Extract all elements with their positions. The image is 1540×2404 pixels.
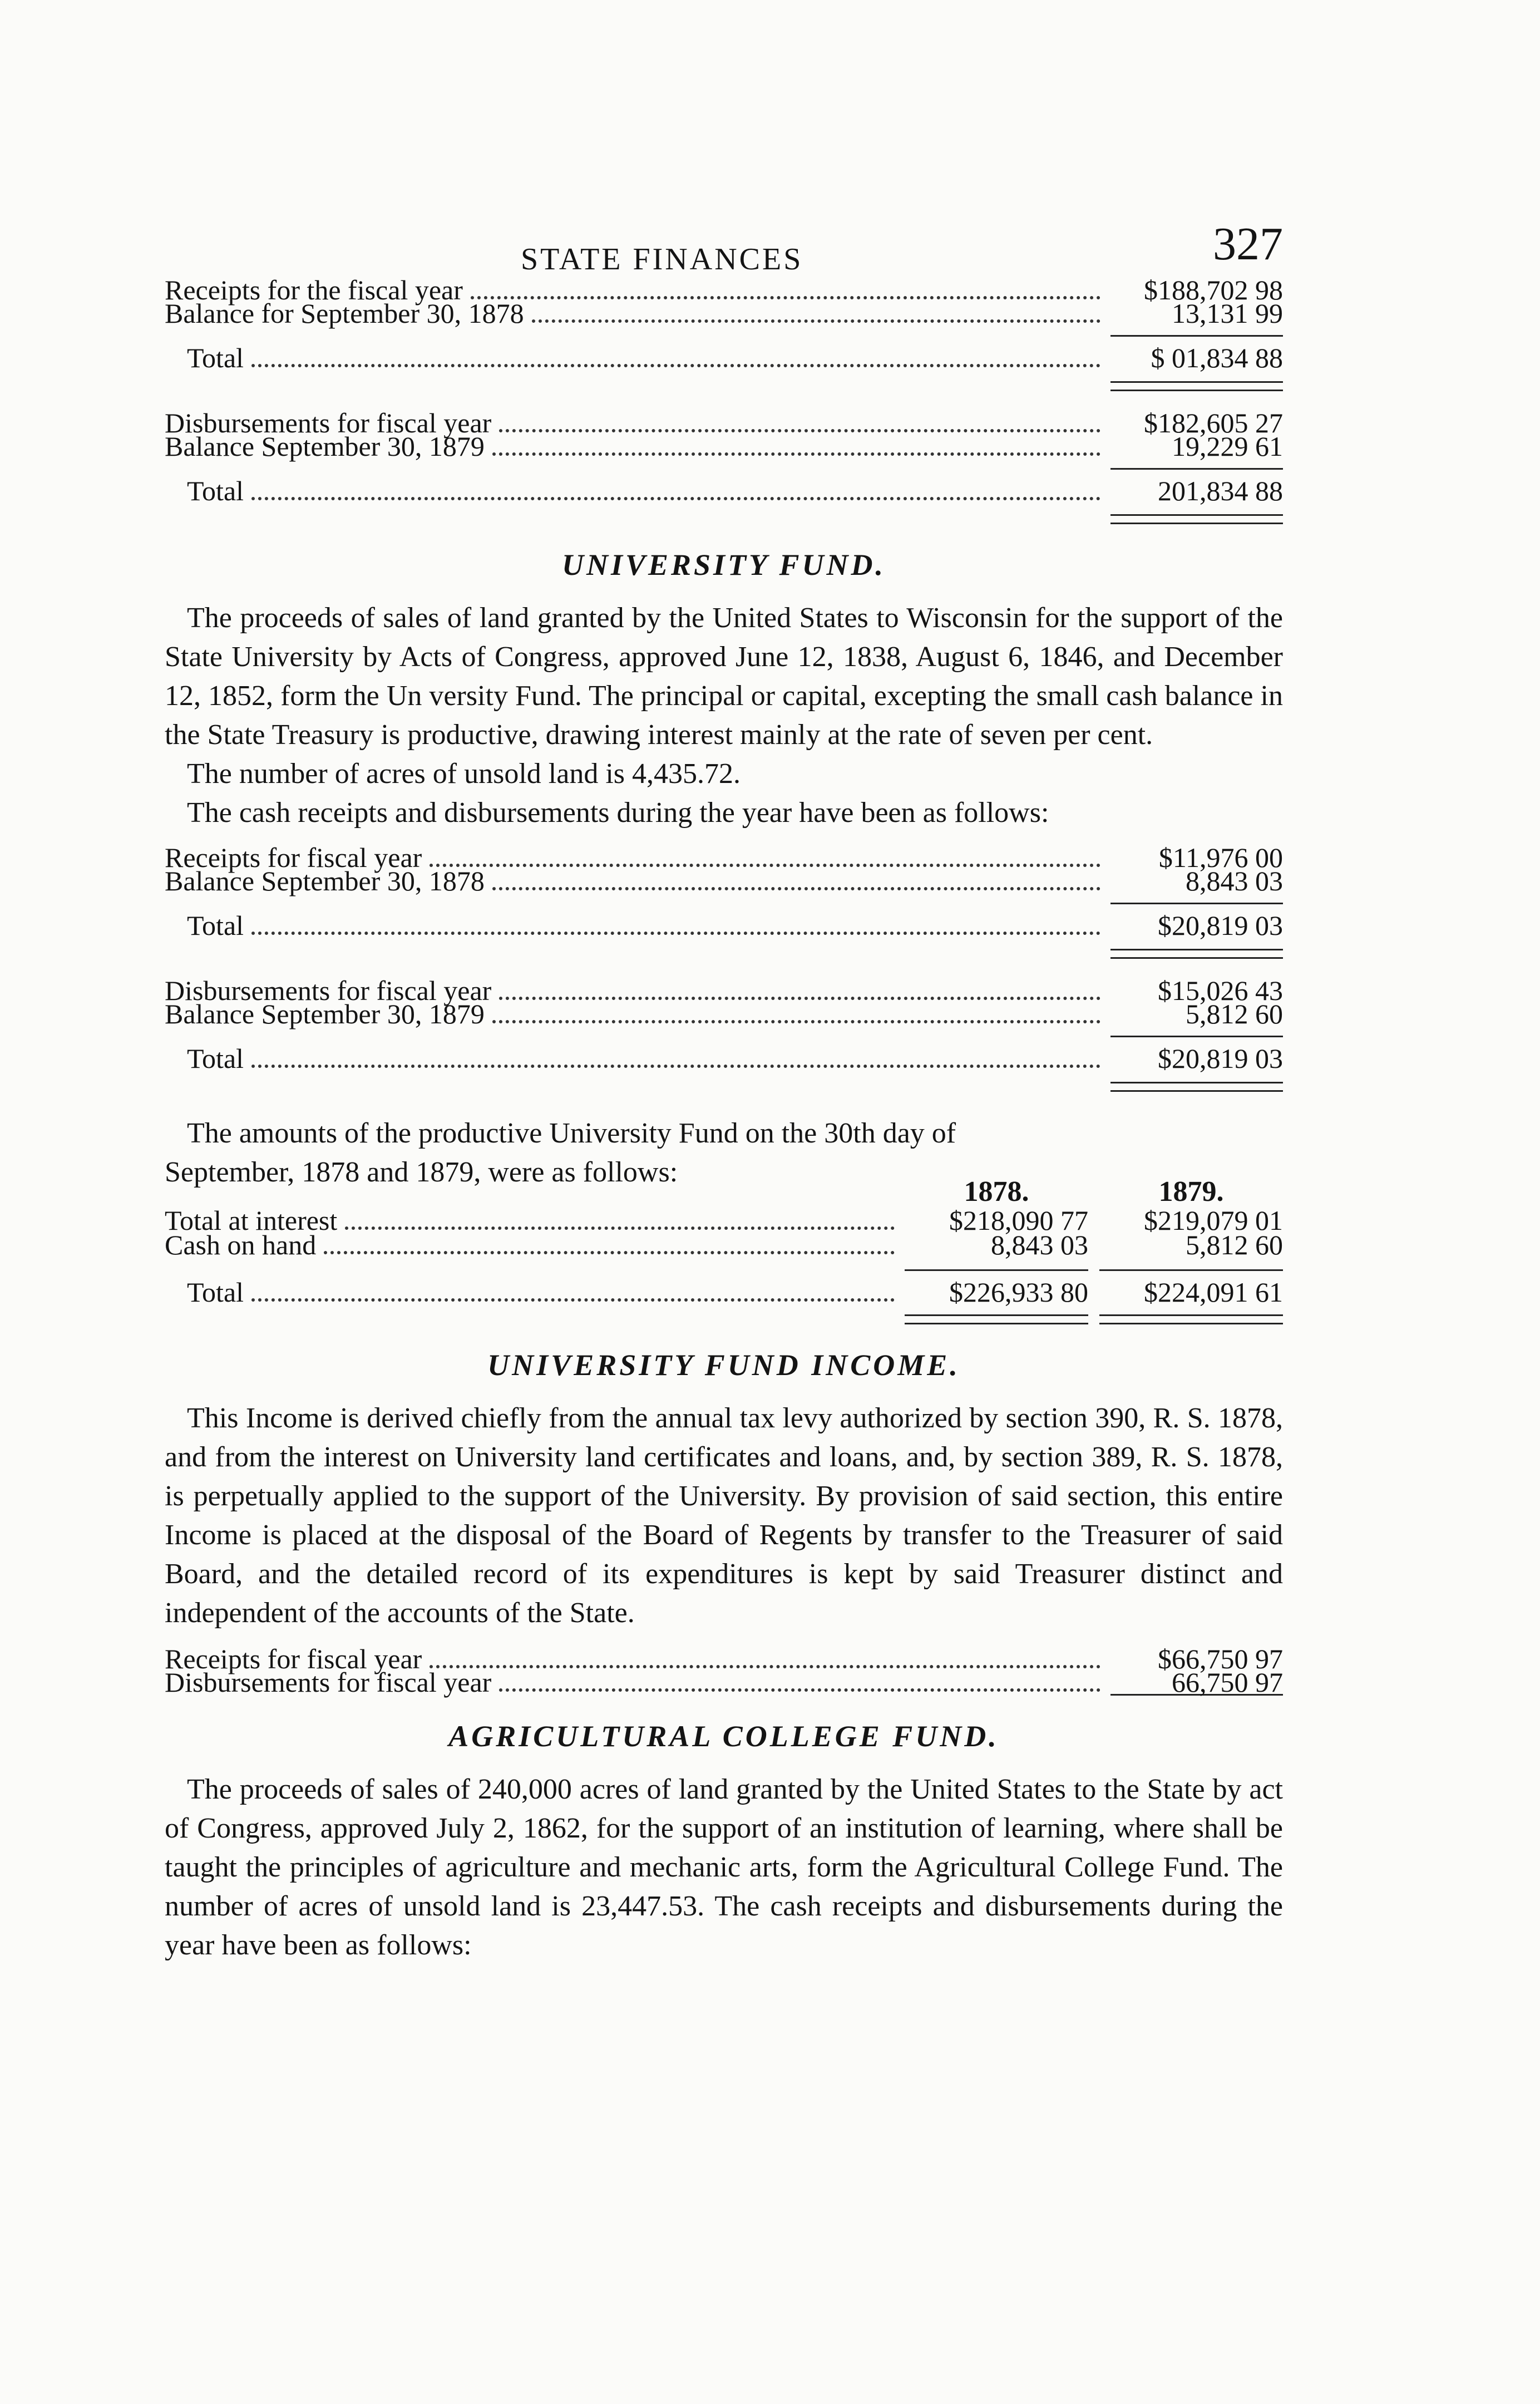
ledger-row bbox=[165, 865, 1283, 896]
row-label: Total bbox=[187, 910, 244, 941]
dot-leader bbox=[345, 1221, 895, 1230]
row-label: Disbursements for fiscal year bbox=[165, 1667, 492, 1698]
cell-1879: $219,079 01 bbox=[1144, 1205, 1283, 1236]
ledger-total-row bbox=[165, 335, 1283, 373]
university-fund-ledger bbox=[165, 842, 1283, 1092]
table-row bbox=[165, 1229, 1283, 1260]
dot-leader bbox=[430, 1659, 1100, 1668]
paragraph: This Income is derived chiefly from the annual tax levy authorized by section 390, R. S. 1878, and from the interest on University land certificates and loans, and, by section 389, R. S. 1878, is perpetually applied to the support of the University. By provision of said section, this entire Income is placed at the disposal of the Board of Regents by transfer to the Treasurer of said Board, and the detailed record of its expenditures is kept by said Treasurer distinct and independent of the accounts of the State. bbox=[165, 1402, 1283, 1629]
paragraph: The proceeds of sales of 240,000 acres of land granted by the United States to the State by act of Congress, approved July 2, 1862, for the support of an institution of learning, where shall be taught the principles of agriculture and mechanic arts, form the Agricultural College Fund. The number of acres of unsold land is 23,447.53. The cash receipts and disbursements during the year have been as follows: bbox=[165, 1774, 1283, 1961]
dot-leader bbox=[251, 491, 1100, 500]
row-label: Receipts for fiscal year bbox=[165, 1643, 422, 1674]
university-income-ledger bbox=[165, 1643, 1283, 1698]
dot-leader bbox=[492, 447, 1100, 456]
row-amount: $11,976 00 bbox=[1158, 842, 1283, 873]
dot-leader bbox=[499, 991, 1100, 1000]
section-heading-university-fund-income: UNIVERSITY FUND INCOME. bbox=[487, 1348, 960, 1382]
double-rule bbox=[1110, 949, 1283, 959]
row-label: Disbursements for fiscal year bbox=[165, 407, 492, 439]
dot-leader bbox=[492, 881, 1100, 890]
row-label: Total bbox=[187, 342, 244, 373]
section-heading-agricultural-college-fund: AGRICULTURAL COLLEGE FUND. bbox=[448, 1720, 999, 1753]
ledger-total-row bbox=[165, 468, 1283, 506]
section-heading-university-fund: UNIVERSITY FUND. bbox=[561, 548, 886, 582]
row-label: Balance for September 30, 1878 bbox=[165, 298, 524, 329]
ledger-row bbox=[165, 1667, 1283, 1698]
dot-leader bbox=[251, 1059, 1100, 1068]
row-amount: $20,819 03 bbox=[1110, 1036, 1283, 1074]
double-rule bbox=[1110, 1082, 1283, 1092]
ledger-row bbox=[165, 298, 1283, 329]
row-amount: $182,605 27 bbox=[1144, 407, 1283, 439]
page-number: 327 bbox=[1213, 218, 1283, 270]
row-amount: $20,819 03 bbox=[1110, 903, 1283, 941]
dot-leader bbox=[499, 1683, 1100, 1692]
page bbox=[165, 217, 1283, 1965]
row-label: Disbursements for fiscal year bbox=[165, 975, 492, 1006]
row-label: Balance September 30, 1879 bbox=[165, 431, 485, 462]
dot-leader bbox=[532, 314, 1100, 323]
row-label: Total bbox=[187, 475, 244, 506]
ledger-total-row bbox=[165, 1036, 1283, 1074]
dot-leader bbox=[251, 1293, 895, 1302]
row-label: Balance September 30, 1879 bbox=[165, 998, 485, 1029]
row-amount: 19,229 61 bbox=[1172, 431, 1283, 462]
double-rule bbox=[1110, 514, 1283, 524]
running-title: STATE FINANCES bbox=[521, 242, 803, 277]
column-header-1879: 1879. bbox=[1158, 1176, 1224, 1208]
dot-leader bbox=[492, 1014, 1100, 1023]
column-header-1878: 1878. bbox=[964, 1176, 1029, 1208]
dot-leader bbox=[251, 926, 1100, 935]
table-row bbox=[165, 1205, 1283, 1236]
row-label: Balance September 30, 1878 bbox=[165, 865, 485, 896]
double-rule bbox=[1110, 381, 1283, 391]
dot-leader bbox=[499, 423, 1100, 432]
cell-1878: 8,843 03 bbox=[991, 1229, 1088, 1260]
row-amount: $66,750 97 bbox=[1158, 1643, 1283, 1674]
page-header bbox=[165, 217, 1283, 278]
productive-fund-table bbox=[165, 1205, 1283, 1324]
paragraph: The proceeds of sales of land granted by the United States to Wisconsin for the support of the State University by Acts of Congress, approved June 12, 1838, August 6, 1846, and December 12, 1852, form the Un versity Fund. The principal or capital, excepting the small cash balance in the State Treasury is productive, drawing interest mainly at the rate of seven per cent. bbox=[165, 602, 1283, 751]
cell-1879: 5,812 60 bbox=[1186, 1229, 1283, 1260]
dot-leader bbox=[430, 858, 1100, 867]
double-rule bbox=[165, 1314, 1283, 1324]
ledger-total-row bbox=[165, 903, 1283, 941]
row-label: Total bbox=[187, 1043, 244, 1074]
row-amount: $ 01,834 88 bbox=[1110, 335, 1283, 373]
row-amount: 66,750 97 bbox=[1172, 1667, 1283, 1698]
cell-1878: $218,090 77 bbox=[949, 1205, 1088, 1236]
row-amount: 13,131 99 bbox=[1172, 298, 1283, 329]
ledger-row bbox=[165, 431, 1283, 462]
dot-leader bbox=[324, 1245, 895, 1254]
paragraph: The number of acres of unsold land is 4,435.72. bbox=[187, 758, 741, 790]
dot-leader bbox=[471, 290, 1100, 299]
row-amount: $188,702 98 bbox=[1144, 274, 1283, 306]
cell-1878: $226,933 80 bbox=[905, 1269, 1088, 1308]
dot-leader bbox=[251, 358, 1100, 367]
row-amount: $15,026 43 bbox=[1158, 975, 1283, 1006]
row-label: Cash on hand bbox=[165, 1229, 317, 1260]
row-amount: 8,843 03 bbox=[1186, 865, 1283, 896]
row-label: Total at interest bbox=[165, 1205, 338, 1236]
row-amount: 5,812 60 bbox=[1186, 998, 1283, 1029]
ledger-row bbox=[165, 998, 1283, 1029]
row-label: Total bbox=[187, 1277, 244, 1308]
row-label: Receipts for the fiscal year bbox=[165, 274, 463, 306]
paragraph: The cash receipts and disbursements during the year have been as follows: bbox=[187, 797, 1049, 829]
cell-1879: $224,091 61 bbox=[1099, 1269, 1283, 1308]
paragraph: The amounts of the productive University Fund on the 30th day of September, 1878 and 1879, were as follows: bbox=[165, 1117, 956, 1188]
row-label: Receipts for fiscal year bbox=[165, 842, 422, 873]
row-amount: 201,834 88 bbox=[1110, 468, 1283, 506]
table-total-row bbox=[165, 1269, 1283, 1308]
general-fund-ledger bbox=[165, 274, 1283, 524]
